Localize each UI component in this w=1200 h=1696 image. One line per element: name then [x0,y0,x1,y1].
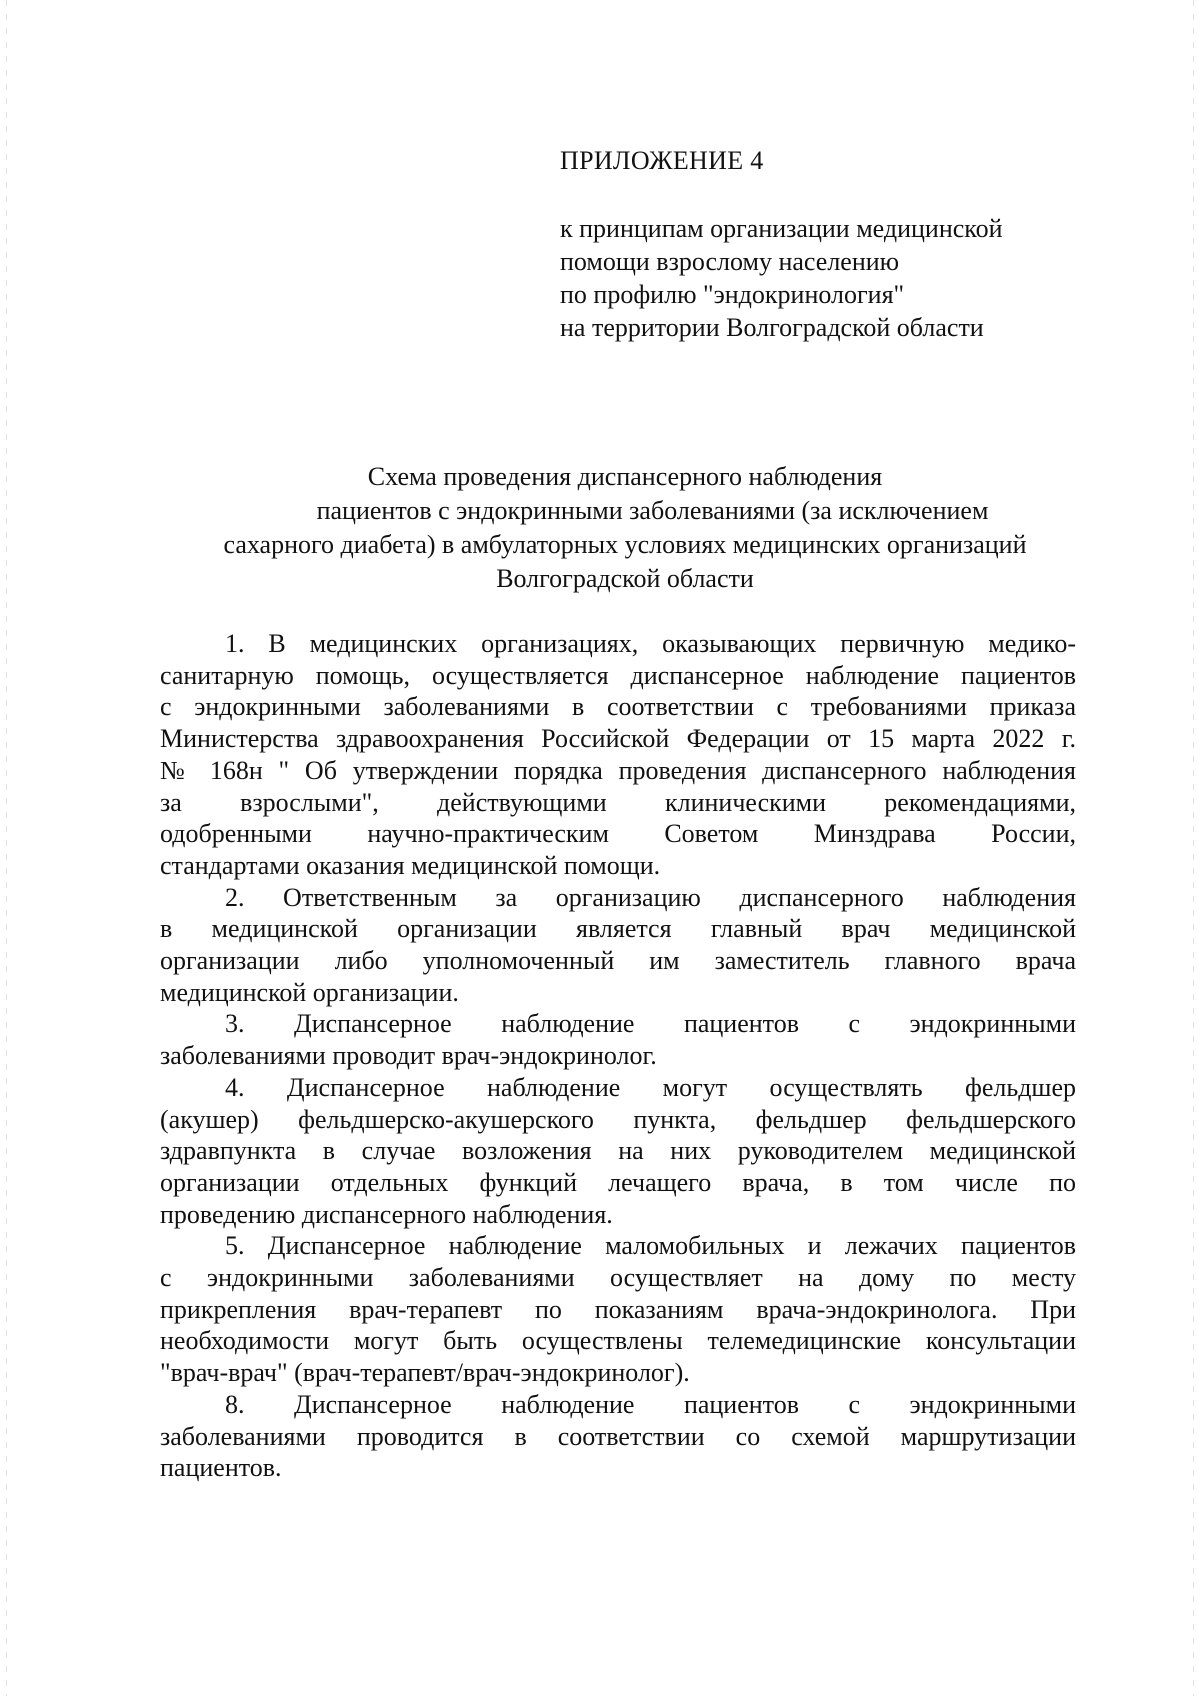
appendix-ref-line: помощи взрослому населению [560,247,900,276]
scan-edge-right [1193,0,1194,1696]
body-paragraph [160,1072,1076,1231]
appendix-reference [560,212,1003,344]
document-title-line: Волгоградской области [496,564,754,593]
body-paragraph [160,1008,1076,1071]
paragraph-line: заболеваниями проводится в соответствии со схемой маршрутизации [160,1421,1076,1451]
appendix-title: ПРИЛОЖЕНИЕ 4 [560,146,764,175]
document-body [160,628,1076,1484]
paragraph-line: одобренными научно-практическим Советом Минздрава России, [160,819,1076,849]
body-paragraph [160,1389,1076,1484]
body-paragraph [160,628,1076,882]
paragraph-line: Министерства здравоохранения Российской Федерации от 15 марта 2022 г. [160,724,1076,754]
paragraph-line: 1. В медицинских организациях, оказывающих первичную медико- [225,629,1076,658]
paragraph-line: 4. Диспансерное наблюдение могут осуществлять фельдшер [225,1072,1076,1102]
document-title-line: сахарного диабета) в амбулаторных условиях медицинских организаций [223,530,1027,559]
paragraph-line: пациентов. [160,1453,282,1483]
paragraph-line: проведению диспансерного наблюдения. [160,1199,613,1229]
document-title-line: пациентов с эндокринными заболеваниями (за исключением [316,496,989,525]
document-title [160,460,1090,596]
paragraph-line: 3. Диспансерное наблюдение пациентов с эндокринными [225,1009,1076,1039]
paragraph-line: с эндокринными заболеваниями в соответствии с требованиями приказа [160,692,1076,722]
paragraph-line: 8. Диспансерное наблюдение пациентов с эндокринными [225,1389,1076,1419]
paragraph-line: здравпункта в случае возложения на них руководителем медицинской [160,1136,1076,1166]
body-paragraph [160,1230,1076,1389]
appendix-ref-line: по профилю "эндокринология" [560,280,905,309]
paragraph-line: заболеваниями проводит врач-эндокринолог. [160,1041,657,1071]
paragraph-line: медицинской организации. [160,977,459,1007]
paragraph-line: с эндокринными заболеваниями осуществляет на дому по месту [160,1263,1076,1293]
paragraph-line: в медицинской организации является главный врач медицинской [160,914,1076,944]
appendix-ref-line: к принципам организации медицинской [560,214,1003,243]
scan-edge-left [6,0,7,1696]
paragraph-line: (акушер) фельдшерско-акушерского пункта, фельдшер фельдшерского [160,1104,1076,1134]
document-title-line: Схема проведения диспансерного наблюдения [367,462,883,491]
paragraph-line: организации либо уполномоченный им заместитель главного врача [160,946,1076,976]
paragraph-line: организации отдельных функций лечащего врача, в том числе по [160,1167,1076,1197]
paragraph-line: 2. Ответственным за организацию диспансерного наблюдения [225,882,1076,912]
paragraph-line: стандартами оказания медицинской помощи. [160,850,661,880]
paragraph-line: необходимости могут быть осуществлены телемедицинские консультации [160,1326,1076,1356]
paragraph-line: за взрослыми", действующими клиническими рекомендациями, [160,787,1076,817]
paragraph-line: № 168н " Об утверждении порядка проведения диспансерного наблюдения [160,755,1076,785]
paragraph-line: "врач-врач" (врач-терапевт/врач-эндокринолог). [160,1358,690,1388]
paragraph-line: санитарную помощь, осуществляется диспансерное наблюдение пациентов [160,660,1076,690]
paragraph-line: прикрепления врач-терапевт по показаниям врача-эндокринолога. При [160,1294,1076,1324]
body-paragraph [160,882,1076,1009]
appendix-ref-line: на территории Волгоградской области [560,313,984,342]
paragraph-line: 5. Диспансерное наблюдение маломобильных и лежачих пациентов [225,1231,1076,1261]
